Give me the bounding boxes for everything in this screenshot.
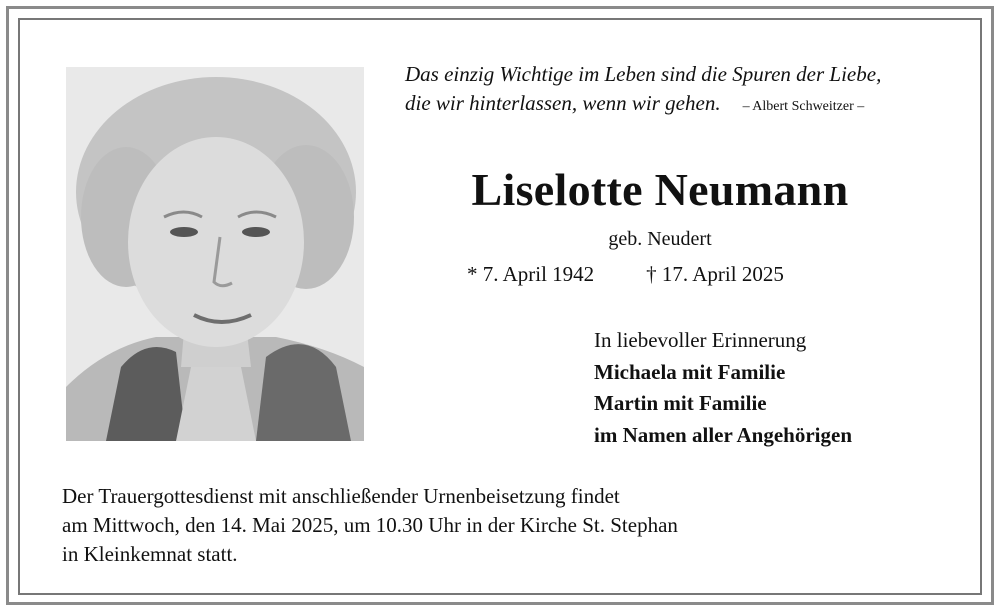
birth-name: geb. Neudert	[608, 228, 712, 250]
quote-line-2	[405, 89, 925, 121]
service-line: in Kleinkemnat statt.	[62, 542, 238, 566]
mourner-line: Michaela mit Familie	[594, 359, 786, 384]
quote-block	[405, 60, 925, 121]
quote-line-2-text: die wir hinterlassen, wenn wir gehen.	[405, 91, 721, 115]
service-notice	[62, 482, 922, 569]
mourner-line: im Namen aller Angehörigen	[594, 422, 853, 447]
death-date: † 17. April 2025	[646, 262, 784, 286]
service-line: Der Trauergottesdienst mit anschließender Urnenbeisetzung findet	[62, 484, 620, 508]
mourners-intro: In liebevoller Erinnerung	[594, 328, 807, 352]
mourners-block	[594, 325, 852, 451]
quote-line-1: Das einzig Wichtige im Leben sind die Spuren der Liebe,	[405, 62, 882, 86]
portrait-photo	[66, 67, 364, 441]
quote-author: – Albert Schweitzer –	[742, 99, 865, 114]
birth-date: * 7. April 1942	[467, 262, 595, 286]
life-dates	[467, 262, 784, 287]
deceased-name: Liselotte Neumann	[471, 164, 849, 215]
service-line: am Mittwoch, den 14. Mai 2025, um 10.30 Uhr in der Kirche St. Stephan	[62, 513, 678, 537]
mourner-line: Martin mit Familie	[594, 391, 767, 415]
